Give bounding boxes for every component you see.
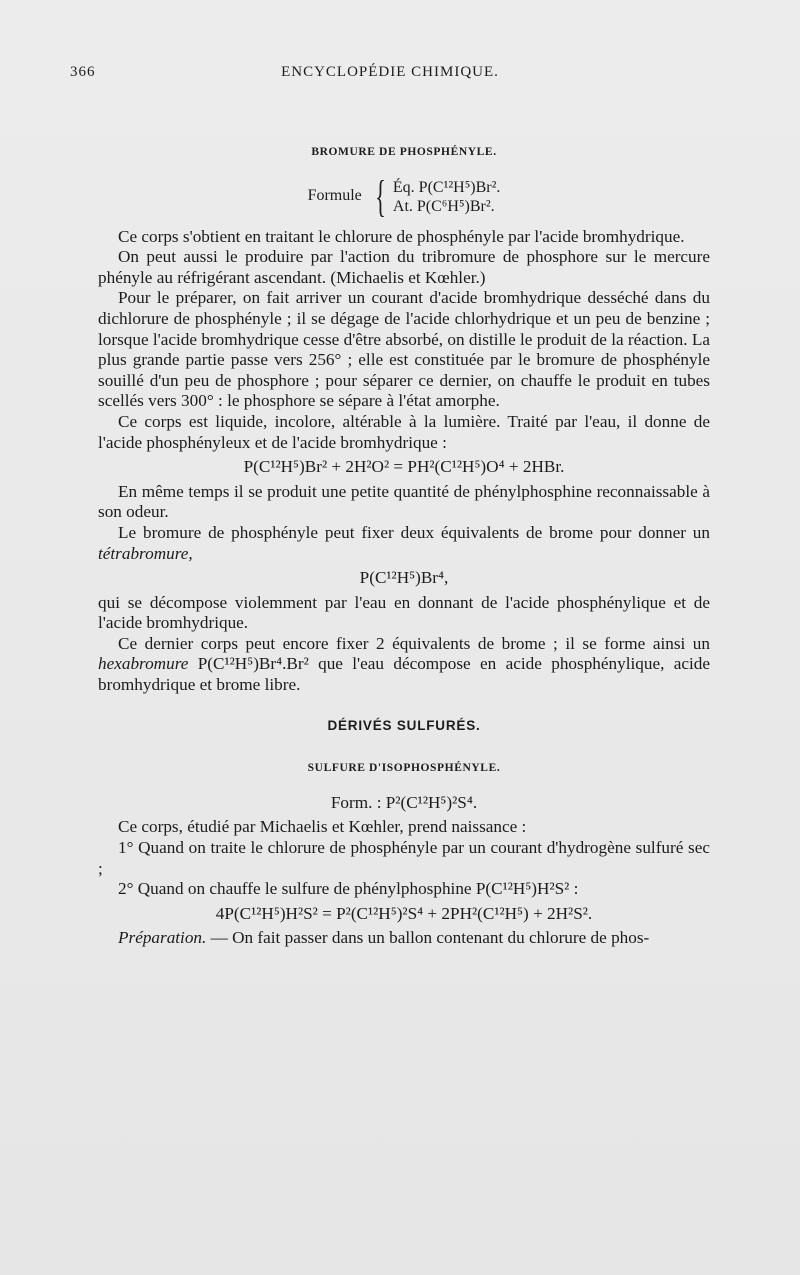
formula-equivalent: Éq. P(C¹²H⁵)Br². (392, 178, 501, 196)
formula-block (98, 171, 710, 221)
text-span: P(C¹²H⁵)Br⁴.Br² que l'eau décompose en acide phosphénylique, acide bromhydrique et brome libre. (98, 654, 710, 695)
paragraph: En même temps il se produit une petite quantité de phénylphosphine reconnaissable à son odeur. (98, 481, 710, 522)
brace-symbol: { (375, 171, 386, 221)
italic-label: Préparation. (118, 928, 207, 948)
paragraph (98, 928, 710, 949)
formula-label: Formule (307, 187, 362, 205)
text-span: Ce dernier corps peut encore fixer 2 équivalents de brome ; il se forme ainsi un (118, 633, 710, 653)
page-number: 366 (70, 64, 96, 80)
subsection-title: SULFURE D'ISOPHOSPHÉNYLE. (307, 762, 501, 775)
italic-term: tétrabromure, (98, 543, 193, 563)
page-content (98, 130, 710, 949)
paragraph (98, 634, 710, 696)
paragraph: Pour le préparer, on fait arriver un courant d'acide bromhydrique desséché dans du dichlorure de phosphényle ; il se dégage de l'acide chlorhydrique et un peu de benzine ; lorsque l'acide bromhydrique cesse d'être absorbé, on distille le produit de la réaction. La plus grande partie passe vers 256° ; elle est constituée par le bromure de phosphényle souillé d'un peu de phosphore ; pour séparer ce dernier, on chauffe le produit en tubes scellés vers 300° : le phosphore se sépare à l'état amorphe. (98, 288, 710, 411)
text-span: — On fait passer dans un ballon contenant du chlorure de phos- (206, 928, 650, 948)
paragraph (98, 523, 710, 564)
section-title-derives-sulfures: DÉRIVÉS SULFURÉS. (327, 717, 481, 733)
paragraph: Ce corps, étudié par Michaelis et Kœhler, prend naissance : (118, 817, 527, 837)
formula-atomic: At. P(C⁶H⁵)Br². (392, 197, 495, 215)
paragraph: Ce corps s'obtient en traitant le chlorure de phosphényle par l'acide bromhydrique. (118, 226, 685, 246)
paragraph: 1° Quand on traite le chlorure de phosphényle par un courant d'hydrogène sulfuré sec ; (98, 838, 710, 878)
equation: P(C¹²H⁵)Br² + 2H²O² = PH²(C¹²H⁵)O⁴ + 2HBr. (243, 457, 565, 477)
running-title: ENCYCLOPÉDIE CHIMIQUE. (281, 64, 499, 80)
text-span: Le bromure de phosphényle peut fixer deux équivalents de brome pour donner un (118, 522, 710, 542)
paragraph: On peut aussi le produire par l'action du tribromure de phosphore sur le mercure phényle au réfrigérant ascendant. (Michaelis et Kœhler.) (98, 247, 710, 287)
formula: Form. : P²(C¹²H⁵)²S⁴. (330, 792, 478, 812)
page-header (70, 64, 710, 84)
italic-term: hexabromure (98, 654, 189, 674)
equation: P(C¹²H⁵)Br⁴, (359, 568, 449, 588)
section-title-bromure: BROMURE DE PHOSPHÉNYLE. (311, 146, 497, 158)
paragraph: 2° Quand on chauffe le sulfure de phénylphosphine P(C¹²H⁵)H²S² : (118, 879, 579, 899)
equation: 4P(C¹²H⁵)H²S² = P²(C¹²H⁵)²S⁴ + 2PH²(C¹²H⁵) + 2H²S². (215, 903, 593, 923)
paragraph: Ce corps est liquide, incolore, altérable à la lumière. Traité par l'eau, il donne de l'acide phosphényleux et de l'acide bromhydrique : (98, 411, 710, 452)
paragraph: qui se décompose violemment par l'eau en donnant de l'acide phosphénylique et de l'acide bromhydrique. (98, 592, 710, 633)
formula-lines (393, 178, 501, 216)
